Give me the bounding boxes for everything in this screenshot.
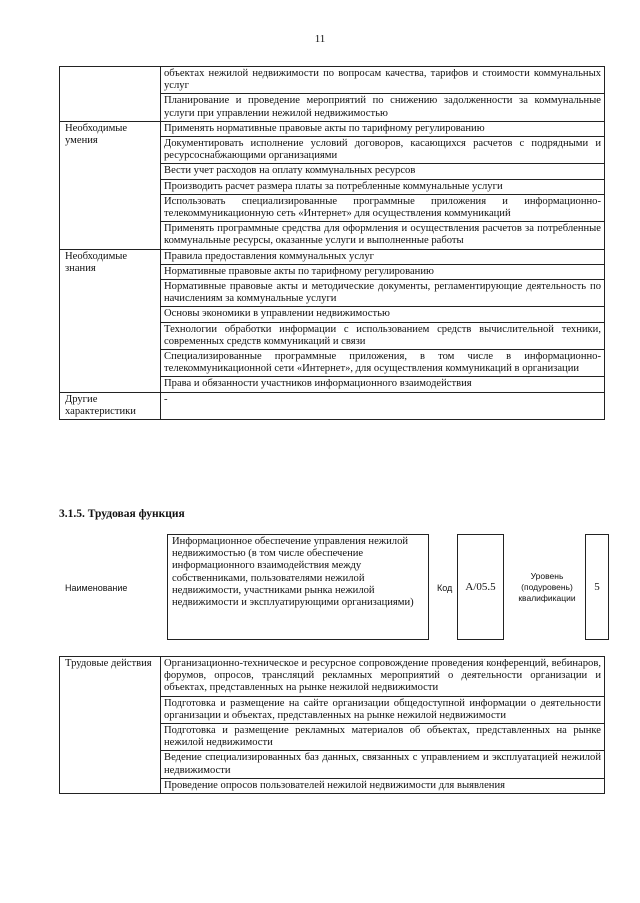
table-cell: объектах нежилой недвижимости по вопросам качества, тарифов и стоимости коммунальных услуг — [161, 67, 605, 94]
page-number: 11 — [314, 33, 326, 45]
table-cell: Права и обязанности участников информационного взаимодействия — [161, 377, 605, 392]
row-label-skills: Необходимые умения — [60, 121, 161, 249]
row-label-actions: Трудовые действия — [60, 657, 161, 794]
table-cell: Нормативные правовые акты по тарифному регулированию — [161, 264, 605, 279]
qualification-level-box: 5 — [585, 534, 609, 640]
code-caption: Код — [437, 583, 453, 593]
table-cell: Технологии обработки информации с использованием средств вычислительной техники, современных средств коммуникаций и связи — [161, 322, 605, 349]
table-cell: Подготовка и размещение на сайте организации общедоступной информации о деятельности организации и объектах, представленных на рынке нежилой недвижимости — [161, 696, 605, 723]
table-cell: Вести учет расходов на оплату коммунальных ресурсов — [161, 164, 605, 179]
row-label — [60, 67, 161, 122]
skills-knowledge-table — [59, 66, 605, 420]
function-code-box: A/05.5 — [457, 534, 504, 640]
table-cell: Основы экономики в управлении недвижимостью — [161, 307, 605, 322]
table-cell: Документировать исполнение условий договоров, касающихся расчетов с подрядными и ресурсоснабжающими организациями — [161, 137, 605, 164]
function-name-box: Информационное обеспечение управления нежилой недвижимостью (в том числе обеспечение информационного взаимодействия между собственниками, пользователями нежилой недвижимости, участниками рынка нежилой недвижимости и эксплуатирующими организациями) — [167, 534, 429, 640]
table-row — [60, 392, 605, 419]
table-cell: Специализированные программные приложения, в том числе в информационно-телекоммуникационной сети «Интернет», для осуществления коммуникаций в организации — [161, 350, 605, 377]
table-cell: Организационно-техническое и ресурсное сопровождение проведения конференций, вебинаров, форумов, опросов, трансляций рекламных мероприятий о деятельности организации и объектах, представленных на рынке нежилой недвижимости — [161, 657, 605, 697]
labor-actions-table — [59, 656, 605, 794]
row-label-other: Другие характеристики — [60, 392, 161, 419]
table-cell: Применять программные средства для оформления и осуществления расчетов за потребленные коммунальные ресурсы, оказанные услуги и выполненные работы — [161, 222, 605, 249]
row-label-knowledge: Необходимые знания — [60, 249, 161, 392]
table-cell: Ведение специализированных баз данных, связанных с управлением и эксплуатацией нежилой недвижимости — [161, 751, 605, 778]
table-cell: Нормативные правовые акты и методические документы, регламентирующие деятельность по начислениям за коммунальные услуги — [161, 280, 605, 307]
table-cell: Проведение опросов пользователей нежилой недвижимости для выявления — [161, 778, 605, 793]
table-cell: Применять нормативные правовые акты по тарифному регулированию — [161, 121, 605, 136]
table-cell: Планирование и проведение мероприятий по снижению задолженности за коммунальные услуги при управлении нежилой недвижимостью — [161, 94, 605, 121]
table-cell: Использовать специализированные программные приложения и информационно-телекоммуникационную сеть «Интернет» для осуществления коммуникаций — [161, 194, 605, 221]
table-row — [60, 249, 605, 264]
table-cell: - — [161, 392, 605, 419]
table-cell: Производить расчет размера платы за потребленные коммунальные услуги — [161, 179, 605, 194]
level-caption: Уровень (подуровень) квалификации — [518, 571, 576, 603]
section-heading: 3.1.5. Трудовая функция — [59, 508, 185, 520]
table-cell: Правила предоставления коммунальных услуг — [161, 249, 605, 264]
table-row — [60, 121, 605, 136]
table-cell: Подготовка и размещение рекламных материалов об объектах, представленных на рынке нежилой недвижимости — [161, 724, 605, 751]
name-caption: Наименование — [65, 583, 128, 593]
table-row — [60, 67, 605, 94]
table-row — [60, 657, 605, 697]
